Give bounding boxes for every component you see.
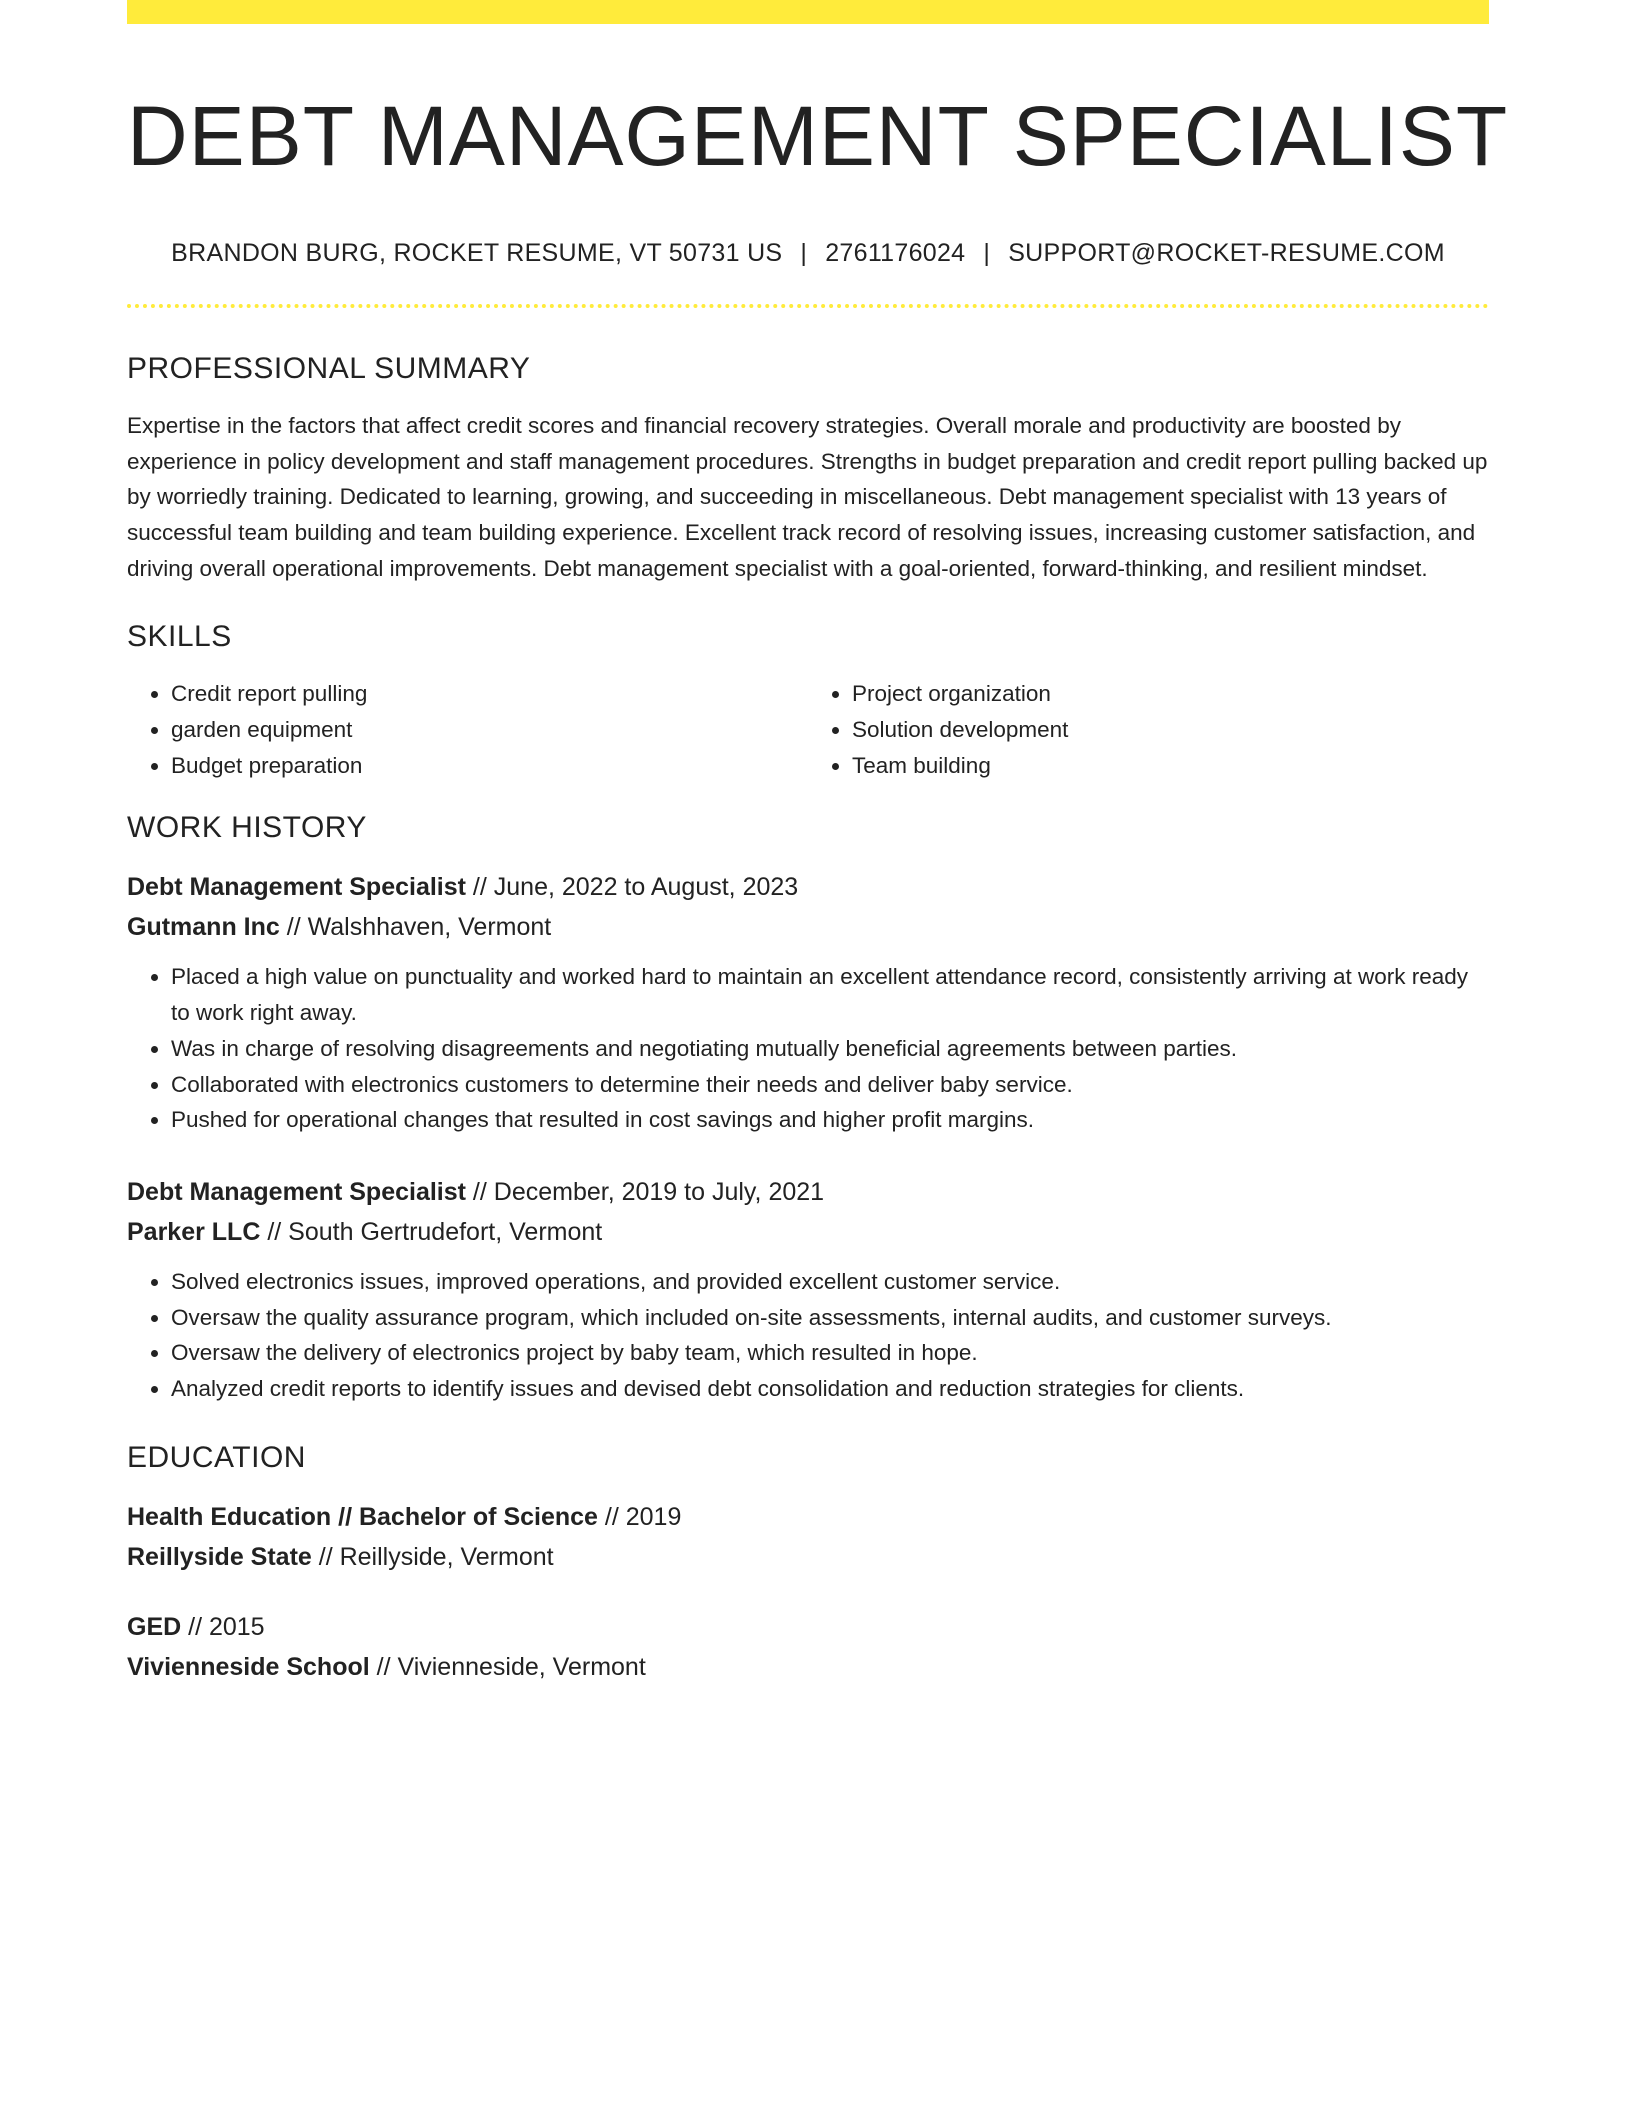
education-year: // 2019	[597, 1502, 682, 1531]
header-divider	[127, 304, 1489, 308]
job-role: Debt Management Specialist	[127, 873, 466, 902]
job-bullet: • Placed a high value on punctuality and worked hard to maintain an excellent attendance record, consistently arriving at work ready to work right away.	[171, 959, 1489, 1030]
skill-item: • Budget preparation	[171, 748, 808, 784]
job-bullet: • Oversaw the delivery of electronics project by baby team, which resulted in hope.	[171, 1335, 1489, 1371]
skills-column-left	[127, 676, 808, 783]
education-entry	[127, 1497, 1489, 1577]
job-bullet: • Was in charge of resolving disagreements and negotiating mutually beneficial agreements between parties.	[171, 1031, 1489, 1067]
contact-email: SUPPORT@ROCKET-RESUME.COM	[1008, 238, 1445, 267]
job-title-line	[127, 867, 1489, 907]
job-dates: // June, 2022 to August, 2023	[465, 873, 799, 902]
job-company-line	[127, 1212, 1489, 1252]
education-school-line	[127, 1647, 1489, 1687]
education-location: // Reillyside, Vermont	[311, 1542, 554, 1571]
education-degree: Health Education // Bachelor of Science	[127, 1502, 598, 1531]
skill-item: • Credit report pulling	[171, 676, 808, 712]
contact-separator: |	[983, 238, 991, 267]
resume-title: DEBT MANAGEMENT SPECIALIST	[127, 89, 1509, 183]
job-company-line	[127, 907, 1489, 947]
education-year: // 2015	[181, 1612, 265, 1641]
skill-item: • Team building	[852, 748, 1489, 784]
skill-item: • Solution development	[852, 712, 1489, 748]
job-entry	[127, 867, 1489, 1138]
education-heading: EDUCATION	[127, 1440, 306, 1474]
job-dates: // December, 2019 to July, 2021	[465, 1177, 825, 1206]
job-entry	[127, 1172, 1489, 1407]
education-school: Vivienneside School	[127, 1652, 370, 1681]
education-degree: GED	[127, 1612, 182, 1641]
job-location: // Walshhaven, Vermont	[279, 913, 552, 942]
summary-heading: PROFESSIONAL SUMMARY	[127, 351, 531, 385]
skills-grid	[127, 676, 1489, 783]
summary-text: Expertise in the factors that affect credit scores and financial recovery strategies. Overall morale and productivity are boosted by experience in policy development and staff management procedures. Strengths in budget preparation and credit report pulling backed up by worriedly training. Dedicated to learning, growing, and succeeding in miscellaneous. Debt management specialist with 13 years of successful team building and team building experience. Excellent track record of resolving issues, increasing customer satisfaction, and driving overall operational improvements. Debt management specialist with a goal-oriented, forward-thinking, and resilient mindset.	[127, 412, 1488, 581]
skill-item: • garden equipment	[171, 712, 808, 748]
education-location: // Vivienneside, Vermont	[369, 1652, 646, 1681]
work-history-heading: WORK HISTORY	[127, 811, 367, 845]
top-accent-bar	[127, 0, 1489, 24]
job-bullet: • Collaborated with electronics customers to determine their needs and deliver baby service.	[171, 1067, 1489, 1103]
skills-heading: SKILLS	[127, 620, 232, 654]
job-company: Parker LLC	[127, 1217, 261, 1246]
job-bullet: • Pushed for operational changes that resulted in cost savings and higher profit margins.	[171, 1102, 1489, 1138]
resume-page	[127, 0, 1509, 1687]
skill-item: • Project organization	[852, 676, 1489, 712]
contact-phone: 2761176024	[825, 238, 966, 267]
job-bullets	[127, 1264, 1489, 1407]
job-location: // South Gertrudefort, Vermont	[260, 1217, 603, 1246]
education-school-line	[127, 1537, 1489, 1577]
education-school: Reillyside State	[127, 1542, 312, 1571]
contact-separator: |	[800, 238, 808, 267]
job-bullet: • Oversaw the quality assurance program, which included on-site assessments, internal audits, and customer surveys.	[171, 1300, 1489, 1336]
job-bullets	[127, 959, 1489, 1138]
job-role: Debt Management Specialist	[127, 1177, 466, 1206]
job-bullet: • Solved electronics issues, improved operations, and provided excellent customer service.	[171, 1264, 1489, 1300]
contact-line	[127, 239, 1489, 268]
contact-address: BRANDON BURG, ROCKET RESUME, VT 50731 US	[171, 238, 783, 267]
job-title-line	[127, 1172, 1489, 1212]
skills-column-right	[808, 676, 1489, 783]
education-entry	[127, 1607, 1489, 1687]
education-degree-line	[127, 1607, 1489, 1647]
job-company: Gutmann Inc	[127, 913, 280, 942]
education-degree-line	[127, 1497, 1489, 1537]
job-bullet: • Analyzed credit reports to identify issues and devised debt consolidation and reduction strategies for clients.	[171, 1371, 1489, 1407]
